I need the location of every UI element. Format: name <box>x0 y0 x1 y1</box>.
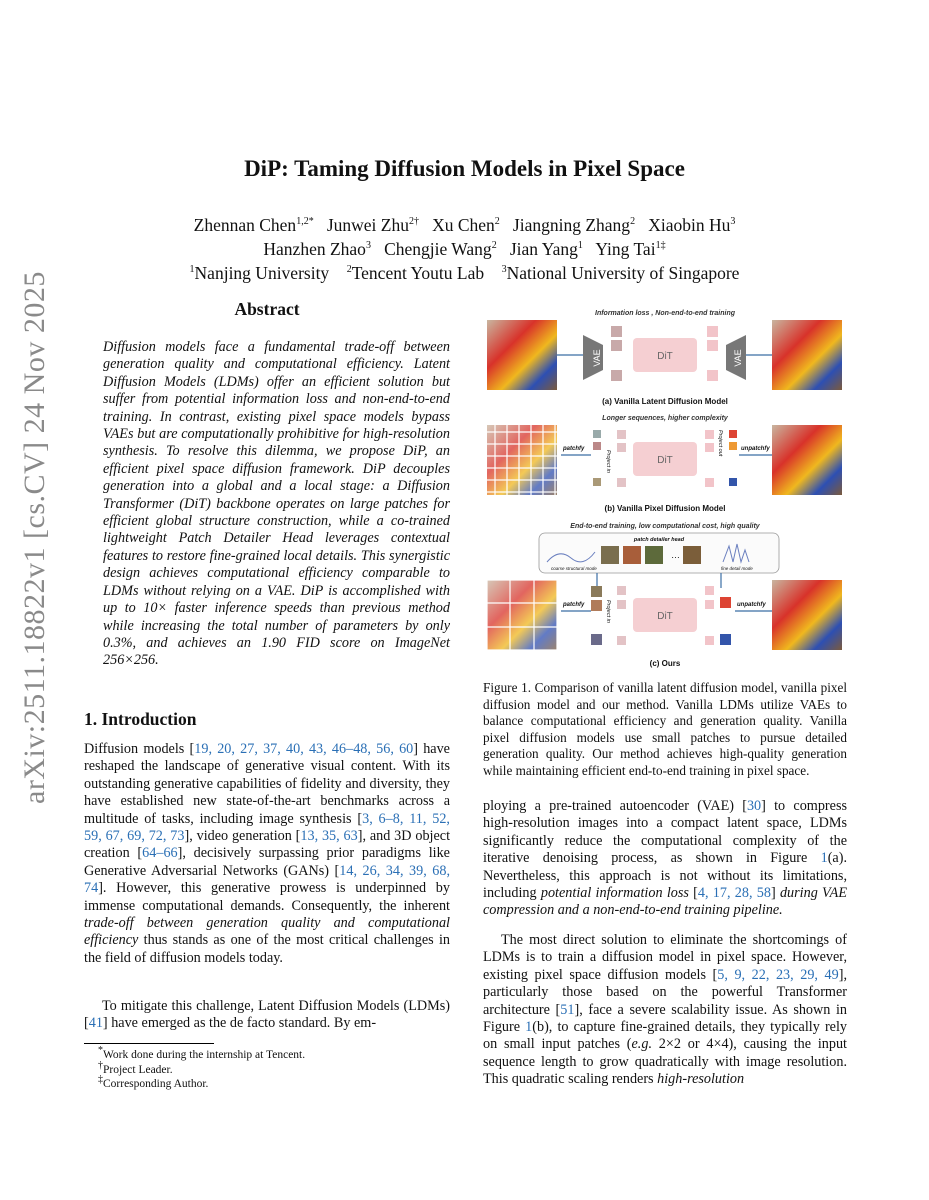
intro-paragraph-2: To mitigate this challenge, Latent Diffusion Models (LDMs) [41] have emerged as the de facto standard. By em- <box>84 998 450 1032</box>
token <box>705 586 714 595</box>
patch-token <box>593 442 601 450</box>
author: Xiaobin Hu$^3$ <box>648 215 736 235</box>
author: Jiangning Zhang$^2$ <box>512 215 636 235</box>
detail-patch <box>601 546 619 564</box>
author: Junwei Zhu$^{2\dagger}$ <box>326 215 419 235</box>
note-a-text: Information loss , Non-end-to-end training <box>595 310 735 317</box>
latent-token <box>707 326 718 337</box>
citation-link[interactable]: 13, 35, 63 <box>300 828 358 845</box>
affiliations <box>0 263 929 284</box>
arxiv-identifier: arXiv:2511.18822v1 [cs.CV] 24 Nov 2025 <box>18 271 51 804</box>
introduction-heading: 1. Introduction <box>84 709 197 729</box>
authors-line-1 <box>0 215 929 236</box>
project-in-label-b: Project in <box>605 450 611 473</box>
author: Zhennan Chen$^{1,2*}$ <box>193 215 314 235</box>
latent-token <box>611 326 622 337</box>
label-a: (a) Vanilla Latent Diffusion Model <box>602 397 728 406</box>
label-b: (b) Vanilla Pixel Diffusion Model <box>604 504 726 513</box>
patch-token <box>729 430 737 438</box>
citation-link[interactable]: 4, 17, 28, 58 <box>697 885 771 902</box>
parrot-image-output-c <box>772 580 842 650</box>
patch-token <box>720 634 731 645</box>
citation-link[interactable]: 14, 26, 34, 39, 68, 74 <box>84 862 450 897</box>
author: Xu Chen$^2$ <box>432 215 500 235</box>
patchfy-label-c: patchfy <box>563 602 585 608</box>
affiliation: $^2$Tencent Youtu Lab <box>346 263 485 283</box>
latent-token <box>611 340 622 351</box>
dit-label-b: DiT <box>657 455 673 466</box>
patch-token <box>591 586 602 597</box>
author: Jian Yang$^1$ <box>509 239 583 259</box>
noisy-image-c <box>487 580 557 650</box>
note-b-text: Longer sequences, higher complexity <box>602 415 728 422</box>
citation-link[interactable]: 51 <box>560 1001 575 1018</box>
figure-reference-link[interactable]: 1 <box>820 850 828 867</box>
vae-decoder-label: VAE <box>733 349 743 367</box>
dit-label-c: DiT <box>657 611 673 622</box>
patch-token <box>593 430 601 438</box>
project-in-label-c: Project in <box>605 600 611 623</box>
citation-link[interactable]: 3, 6–8, 11, 52, 59, 67, 69, 72, 73 <box>84 810 450 845</box>
token <box>617 478 626 487</box>
ellipsis: … <box>671 550 680 560</box>
paper-title: DiP: Taming Diffusion Models in Pixel Space <box>244 156 685 181</box>
citation-link[interactable]: 19, 20, 27, 37, 40, 43, 46–48, 56, 60 <box>194 741 414 757</box>
affiliation: $^3$National University of Singapore <box>501 263 740 283</box>
unpatchfy-label-b: unpatchfy <box>741 446 770 452</box>
right-paragraph-2: The most direct solution to eliminate the shortcomings of LDMs is to train a diffusion model in pixel space. However, existing pixel space diffusion models [5, 9, 22, 23, 29, 49], particularly those based on the powerful Transformer architecture [51], face a severe scalability issue. As shown in Figure 1(b), to capture fine-grained details, they typically rely on small input patches (e.g. 2×2 or 4×4), causing the input sequence length to grow quadratically with image resolution. This quadratic scaling renders high-resolution <box>483 932 848 1088</box>
latent-token <box>611 370 622 381</box>
footnotes <box>98 1045 306 1092</box>
figure-1-caption: Figure 1. Comparison of vanilla latent diffusion model, vanilla pixel diffusion model and our method. Vanilla LDMs utilize VAEs to balance computational efficiency and generation quality. Vanilla pixel diffusion models use small patches to pursue detailed generation quality. Our method achieves high-quality generation while maintaining efficient end-to-end training in pixel space. <box>483 680 847 778</box>
right-paragraph-1: ploying a pre-trained autoencoder (VAE) [30] to compress high-resolution images into a compact latent space, LDMs significantly reduce the computational complexity of the iterative denoising process, as shown in Figure 1(a). Nevertheless, this approach is not without its limitations, including potential information loss [4, 17, 28, 58] during VAE compression and a non-end-to-end training pipeline. <box>483 798 847 919</box>
patch-token <box>591 634 602 645</box>
footnote-rule <box>84 1043 214 1044</box>
citation-link[interactable]: 64–66 <box>142 845 178 862</box>
parrot-image-output-b <box>772 425 842 495</box>
detail-patch <box>623 546 641 564</box>
author: Hanzhen Zhao$^3$ <box>263 239 371 259</box>
vae-encoder-label: VAE <box>592 349 602 367</box>
author: Chengjie Wang$^2$ <box>384 239 497 259</box>
citation-link[interactable]: 30 <box>746 798 762 814</box>
figure-1-diagram <box>483 300 847 670</box>
patch-detailer-head-label: patch detailer head <box>633 537 685 543</box>
coarse-mode-label: coarse structural mode <box>551 566 597 571</box>
detail-patch <box>645 546 663 564</box>
token <box>705 430 714 439</box>
footnote: *Work done during the internship at Tencent. <box>98 1045 306 1061</box>
unpatchfy-label-c: unpatchfy <box>737 602 766 608</box>
token <box>705 478 714 487</box>
citation-link[interactable]: 5, 9, 22, 23, 29, 49 <box>717 966 839 983</box>
token <box>617 600 626 609</box>
author: Ying Tai$^{1\ddagger}$ <box>595 239 666 259</box>
patch-token <box>591 600 602 611</box>
latent-token <box>707 370 718 381</box>
token <box>617 443 626 452</box>
token <box>705 600 714 609</box>
abstract-heading: Abstract <box>234 299 300 319</box>
dit-label-a: DiT <box>657 351 673 362</box>
patch-token <box>729 442 737 450</box>
label-c: (c) Ours <box>649 659 681 668</box>
footnote: ‡Corresponding Author. <box>98 1074 209 1090</box>
patch-token <box>593 478 601 486</box>
parrot-image-input-a <box>487 320 557 390</box>
patch-token <box>720 597 731 608</box>
detail-patch <box>683 546 701 564</box>
latent-token <box>707 340 718 351</box>
note-c-text: End-to-end training, low computational cost, high quality <box>570 523 760 530</box>
token <box>617 430 626 439</box>
authors-line-2 <box>0 239 929 260</box>
patch-grid-small <box>487 425 557 495</box>
patch-token <box>729 478 737 486</box>
token <box>617 586 626 595</box>
patchfy-label-b: patchfy <box>563 446 585 452</box>
citation-link[interactable]: 41 <box>88 1015 103 1032</box>
affiliation: $^1$Nanjing University <box>189 263 330 283</box>
project-out-label-b: Project out <box>717 430 723 457</box>
parrot-image-output-a <box>772 320 842 390</box>
intro-paragraph-1: Diffusion models [19, 20, 27, 37, 40, 43, 46–48, 56, 60] have reshaped the landscape of generative visual content. With its outstanding generative capabilities of fidelity and diversity, they have established new state-of-the-art benchmarks across a multitude of tasks, including image synthesis [3, 6–8, 11, 52, 59, 67, 69, 72, 73], video generation [13, 35, 63], and 3D object creation [64–66], decisively surpassing prior paradigms like Generative Adversarial Networks (GANs) [14, 26, 34, 39, 68, 74]. However, this generative prowess is underpinned by immense computational demands. Consequently, the inherent trade-off between generation quality and computational efficiency thus stands as one of the most critical challenges in the field of diffusion models today. <box>84 741 451 966</box>
token <box>705 443 714 452</box>
abstract-text: Diffusion models face a fundamental trade-off between generation quality and computational efficiency. Latent Diffusion Models (LDMs) offer an efficient solution but suffer from potential information loss and non-end-to-end training. In contrast, existing pixel space models bypass VAEs but are computationally prohibitive for high-resolution synthesis. To resolve this dilemma, we propose DiP, an efficient pixel space diffusion framework. DiP decouples generation into a global and a local stage: a Diffusion Transformer (DiT) backbone operates on large patches for efficient global structure construction, while a co-trained lightweight Patch Detailer Head leverages contextual features to restore fine-grained local details. This synergistic design achieves computational efficiency comparable to LDMs without relying on a VAE. DiP is accomplished with up to 10× faster inference speeds than previous method while increasing the total number of parameters by only 0.3%, and achieves an 1.90 FID score on ImageNet 256×256. <box>103 339 450 669</box>
token <box>705 636 714 645</box>
figure-reference-link[interactable]: 1 <box>525 1019 533 1036</box>
fine-mode-label: fine detail mode <box>721 566 753 571</box>
token <box>617 636 626 645</box>
footnote: †Project Leader. <box>98 1059 173 1076</box>
